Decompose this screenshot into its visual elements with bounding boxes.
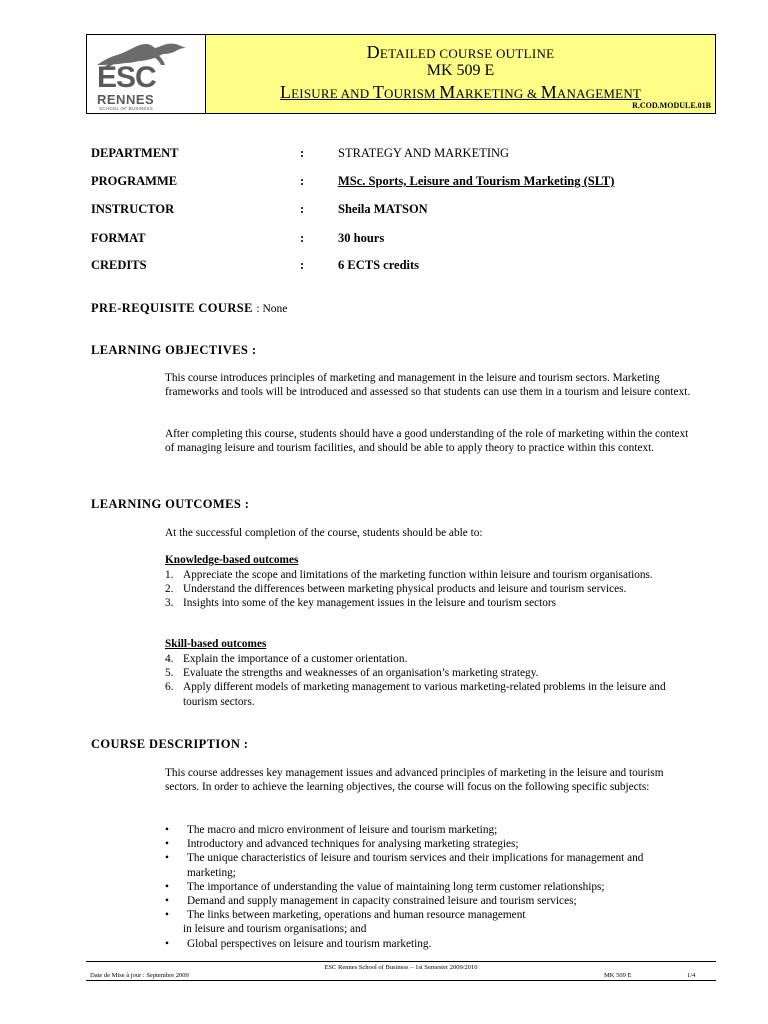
- list-item: 4. Explain the importance of a customer orientation.: [165, 653, 408, 665]
- document-page: ESC RENNES SCHOOL OF BUSINESS DETAILED COURSE OUTLINE MK 509 E LEISURE AND TOURISM MARKETING & MANAGEMENT R.COD.MODULE.01B DEPARTMENT : STRATEGY AND MARKETING PROGRAMME : MSc. Sports, Leisure and Tourism Marketing (SLT) INSTRUCTOR : Sheila MATSON FORMAT : 30 hours CREDITS : 6 ECTS credits PRE-REQUISITE COURSE : None LEARNING OBJECTIVES : This course introduces principles of marketing and management in the leisure and tourism sectors. Marketing frameworks and tools will be introduced and assessed so that students can use them in a tourism and leisure context. After completing this course, students should have a good understanding of the role of marketing within the context of managing leisure and tourism facilities, and should be able to apply theory to practice within this context. LEARNING OUTCOMES : At the successful completion of the course, students should be able to: Knowledge-based outcomes 1. Appreciate the scope and limitations of the marketing function within leisure and tourism organisations. 2. Understand the differences between marketing physical products and leisure and tourism services. 3. Insights into some of the key management issues in the leisure and tourism sectors Skill-based outcomes 4. Explain the importance of a customer orientation. 5. Evaluate the strengths and weaknesses of an organisation’s marketing strategy. 6. Apply different models of marketing management to various marketing-related problems in the leisure and tourism sectors. COURSE DESCRIPTION : This course addresses key management issues and advanced principles of marketing in the leisure and tourism sectors. In order to achieve the learning objectives, the course will focus on the following specific subjects: • The macro and micro environment of leisure and tourism marketing; • Introductory and advanced techniques for analysing marketing strategies; • The unique characteristics of leisure and tourism services and their implications for management and marketing; • The importance of understanding the value of maintaining long term customer relationships; • Demand and supply management in capacity constrained leisure and tourism services; • The links between marketing, operations and human resource management in leisure and tourism organisations; and • Global perspectives on leisure and tourism marketing. Date de Mise à jour : Septembre 2009 ESC Rennes School of Business – 1st Semester 2009/2010 MK 509 E 1/4: [0, 0, 768, 1024]
- bullet-icon: •: [165, 824, 169, 836]
- objectives-paragraph-1: This course introduces principles of marketing and management in the leisure and tourism sectors. Marketing frameworks and tools will be introduced and assessed so that students can use them in a tourism and leisure context.: [165, 372, 691, 399]
- header-box: [86, 34, 716, 114]
- knowledge-outcomes-list: [165, 568, 700, 611]
- course-code-title: MK 509 E: [426, 62, 495, 79]
- footer-page-number: 1/4: [687, 972, 696, 979]
- module-code: R.COD.MODULE.01B: [632, 101, 711, 110]
- bullet-icon: •: [165, 838, 169, 851]
- skill-outcomes-list: [165, 652, 700, 709]
- list-item: • Demand and supply management in capacity constrained leisure and tourism services;: [165, 895, 577, 908]
- logo-rennes-text: RENNES: [97, 92, 155, 107]
- page-footer: [86, 961, 716, 981]
- subjects-bullet-list: [165, 823, 695, 951]
- footer-course-code: MK 509 E: [604, 972, 632, 979]
- footer-school-semester: ESC Rennes School of Business – 1st Semester 2009/2010: [324, 964, 478, 971]
- esc-rennes-logo: [87, 35, 206, 113]
- footer-update-date: Date de Mise à jour : Septembre 2009: [90, 972, 189, 979]
- learning-outcomes-heading: LEARNING OUTCOMES :: [91, 497, 250, 511]
- list-item: 5. Evaluate the strengths and weaknesses of an organisation’s marketing strategy.: [165, 667, 539, 680]
- learning-objectives-heading: LEARNING OBJECTIVES :: [91, 343, 257, 357]
- outcomes-intro: At the successful completion of the course, students should be able to:: [165, 527, 483, 539]
- bullet-icon: •: [165, 852, 169, 865]
- list-item: • The importance of understanding the value of maintaining long term customer relationships;: [165, 880, 605, 893]
- description-intro: This course addresses key management issues and advanced principles of marketing in the leisure and tourism sectors. In order to achieve the learning objectives, the course will focus on the following specific subjects:: [165, 767, 664, 794]
- bullet-icon: •: [165, 880, 169, 893]
- logo-school-text: SCHOOL OF BUSINESS: [99, 106, 153, 111]
- prerequisite-line: PRE-REQUISITE COURSE : None: [91, 301, 288, 315]
- document-title: DETAILED COURSE OUTLINE: [366, 42, 555, 62]
- list-item: • Introductory and advanced techniques for analysing marketing strategies;: [165, 838, 519, 851]
- bullet-icon: •: [165, 937, 169, 950]
- list-item: 2. Understand the differences between marketing physical products and leisure and tourism services.: [165, 583, 627, 596]
- list-item: • The links between marketing, operations and human resource management: [165, 909, 526, 922]
- bullet-icon: •: [165, 895, 169, 908]
- list-item: 1. Appreciate the scope and limitations of the marketing function within leisure and tourism organisations.: [165, 569, 653, 581]
- knowledge-outcomes-heading: Knowledge-based outcomes: [165, 554, 299, 566]
- course-description-heading: COURSE DESCRIPTION :: [91, 737, 249, 751]
- list-item: • The macro and micro environment of leisure and tourism marketing;: [165, 824, 498, 836]
- list-item: 3. Insights into some of the key management issues in the leisure and tourism sectors: [165, 597, 557, 610]
- objectives-paragraph-2: After completing this course, students should have a good understanding of the role of marketing within the context of managing leisure and tourism facilities, and should be able to apply theory to practice within this context.: [165, 428, 689, 455]
- course-name-title: LEISURE AND TOURISM MARKETING & MANAGEMENT: [279, 82, 642, 102]
- list-item: • Global perspectives on leisure and tourism marketing.: [165, 937, 432, 950]
- logo-esc-text: ESC: [97, 61, 156, 94]
- list-item-continuation: in leisure and tourism organisations; and: [183, 923, 367, 936]
- bullet-icon: •: [165, 909, 169, 922]
- list-item: • The unique characteristics of leisure and tourism services and their implications for management and marketing;: [165, 852, 644, 879]
- list-item: 6. Apply different models of marketing management to various marketing-related problems in the leisure and tourism sectors.: [165, 681, 666, 708]
- skill-outcomes-heading: Skill-based outcomes: [165, 638, 267, 650]
- title-area: [206, 35, 715, 113]
